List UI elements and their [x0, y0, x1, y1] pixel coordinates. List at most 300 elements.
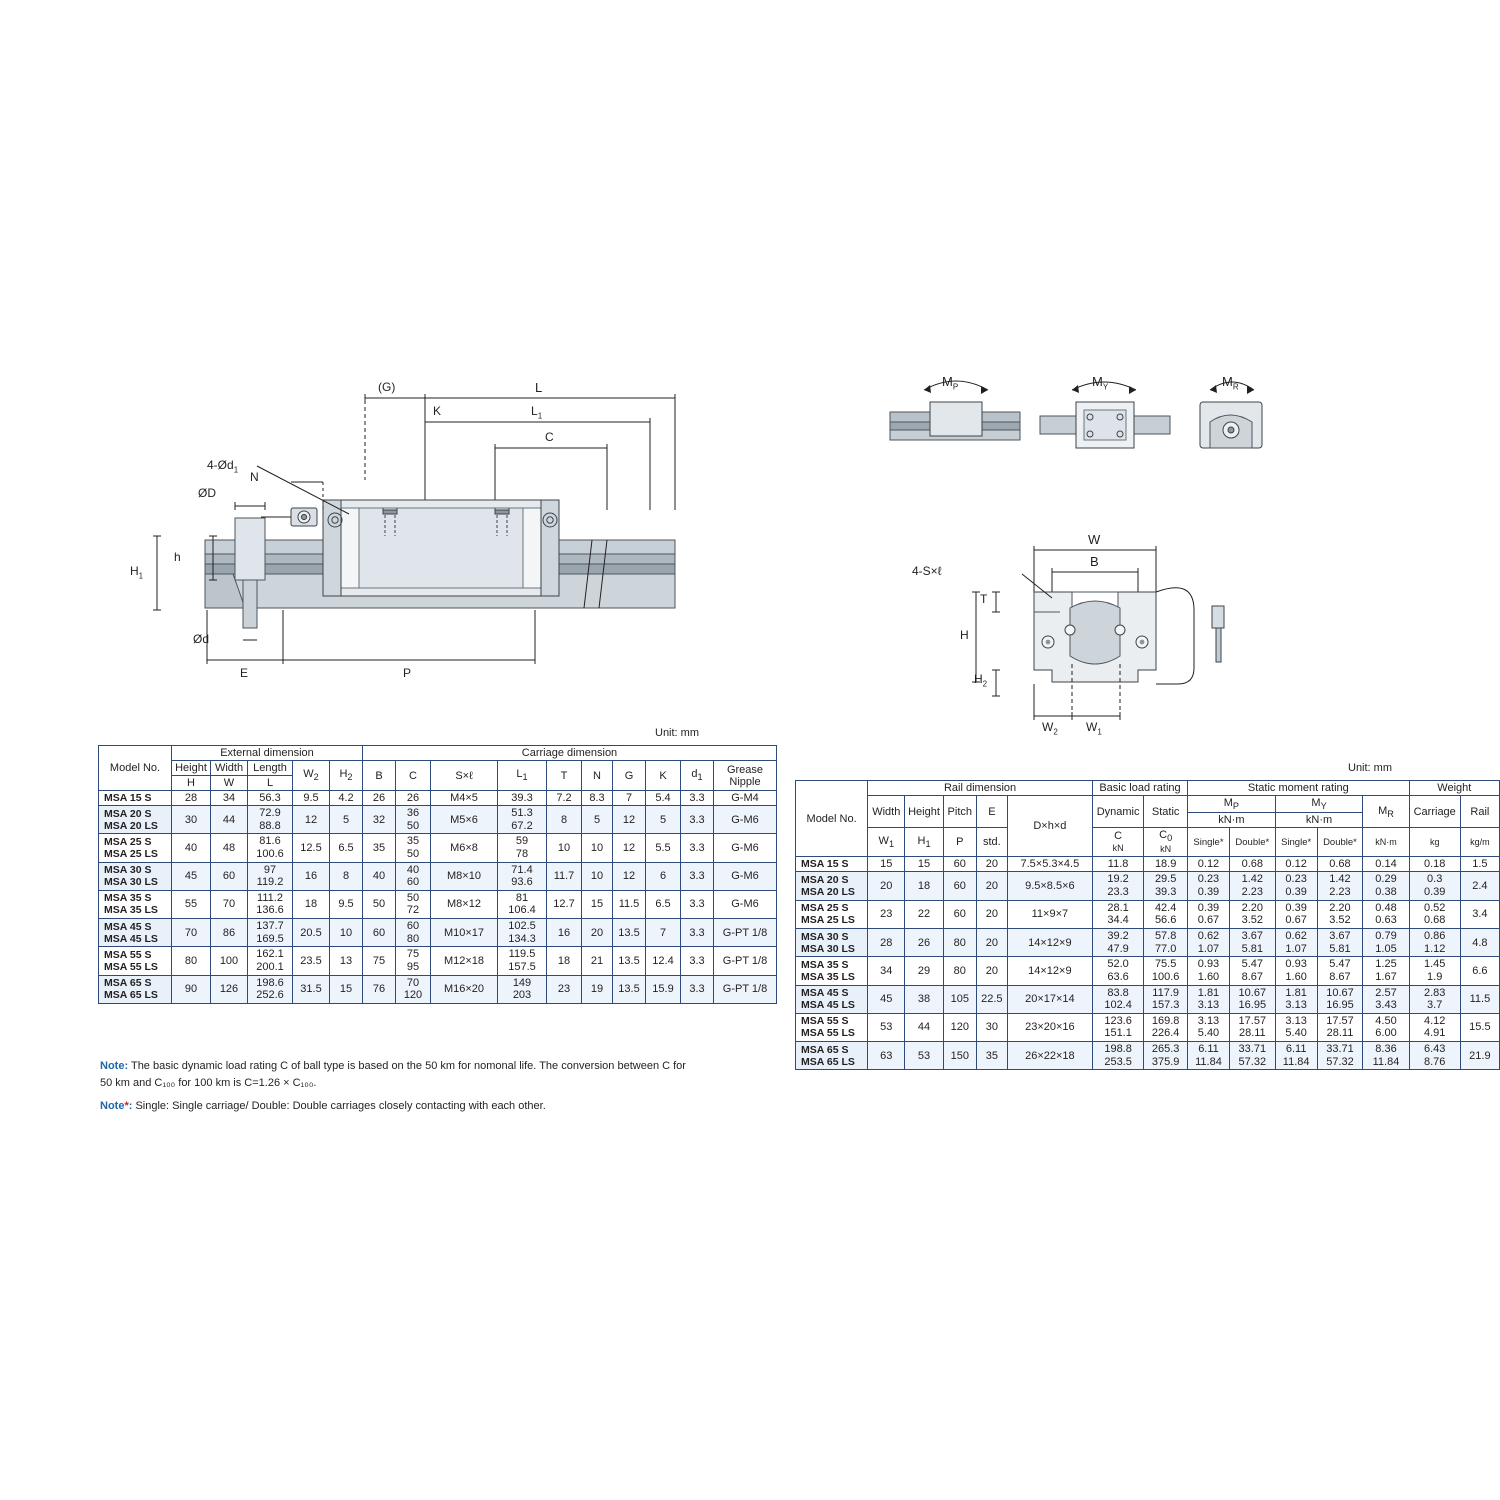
cell-g: 11.5 [613, 890, 646, 918]
cell-model: MSA 15 S [99, 791, 172, 806]
col-weight-carriage: Carriage [1409, 796, 1460, 828]
cell-cstat: 57.8 77.0 [1144, 928, 1188, 956]
table-row [99, 791, 777, 806]
cell-sxl: M4×5 [431, 791, 498, 806]
cell-g: 12 [613, 834, 646, 862]
col-c0-static: Static [1144, 796, 1188, 828]
cell-l: 56.3 [248, 791, 293, 806]
col-n: N [582, 761, 613, 791]
cell-p: 80 [943, 928, 976, 956]
cell-h: 45 [172, 862, 211, 890]
cell-my_double: 5.47 8.67 [1317, 957, 1363, 985]
table-dimension-wrap [98, 745, 777, 1004]
cell-sxl: M12×18 [431, 947, 498, 975]
cell-w1: 28 [868, 928, 905, 956]
cell-t: 23 [547, 975, 582, 1003]
cell-h: 80 [172, 947, 211, 975]
cell-my_double: 10.67 16.95 [1317, 985, 1363, 1013]
cell-w1: 34 [868, 957, 905, 985]
cell-cdyn: 52.0 63.6 [1092, 957, 1143, 985]
table-row [99, 947, 777, 975]
cell-l: 72.9 88.8 [248, 806, 293, 834]
cell-t: 10 [547, 834, 582, 862]
cell-w2: 12 [293, 806, 330, 834]
cell-k: 12.4 [646, 947, 681, 975]
cell-h: 55 [172, 890, 211, 918]
cell-my_double: 2.20 3.52 [1317, 900, 1363, 928]
cell-d1: 3.3 [681, 862, 714, 890]
cell-dhd: 20×17×14 [1007, 985, 1092, 1013]
cell-g: 13.5 [613, 975, 646, 1003]
cell-nipple: G-M6 [714, 890, 777, 918]
cell-my_single: 0.12 [1275, 857, 1317, 872]
cell-mp_double: 2.20 3.52 [1229, 900, 1275, 928]
cell-n: 8.3 [582, 791, 613, 806]
cell-g: 7 [613, 791, 646, 806]
cell-mp_single: 0.12 [1188, 857, 1230, 872]
cell-g: 12 [613, 806, 646, 834]
label-b: B [1090, 554, 1099, 569]
col-wr-unit: kg/m [1460, 828, 1499, 857]
group-basic-load-rating: Basic load rating [1092, 781, 1187, 796]
cell-b: 40 [363, 862, 396, 890]
cell-c: 50 72 [396, 890, 431, 918]
cell-d1: 3.3 [681, 919, 714, 947]
cell-mr: 2.57 3.43 [1363, 985, 1409, 1013]
cell-model: MSA 30 S MSA 30 LS [99, 862, 172, 890]
col-w2: $W_2$ [293, 761, 330, 791]
cell-my_single: 0.39 0.67 [1275, 900, 1317, 928]
note-1 [100, 1058, 700, 1091]
cell-k: 5.5 [646, 834, 681, 862]
cell-mp_double: 33.71 57.32 [1229, 1042, 1275, 1070]
cell-h1: 53 [905, 1042, 943, 1070]
table-row [796, 957, 1500, 985]
col-w1-sub: $W_1$ [868, 828, 905, 857]
cell-k: 5.4 [646, 791, 681, 806]
label-g: (G) [378, 380, 396, 394]
col-d1: $d_1$ [681, 761, 714, 791]
cell-cdyn: 39.2 47.9 [1092, 928, 1143, 956]
cell-model: MSA 65 S MSA 65 LS [796, 1042, 868, 1070]
cell-model: MSA 45 S MSA 45 LS [796, 985, 868, 1013]
col-h2: $H_2$ [330, 761, 363, 791]
cell-h: 70 [172, 919, 211, 947]
cell-w2: 12.5 [293, 834, 330, 862]
cell-wc: 2.83 3.7 [1409, 985, 1460, 1013]
label-4-od1: $4-Ød_1$ [207, 458, 239, 475]
cell-h: 40 [172, 834, 211, 862]
col-h1-sub: $H_1$ [905, 828, 943, 857]
cell-model: MSA 35 S MSA 35 LS [99, 890, 172, 918]
cell-mp_single: 0.39 0.67 [1188, 900, 1230, 928]
cell-mp_single: 0.23 0.39 [1188, 872, 1230, 900]
cell-wr: 11.5 [1460, 985, 1499, 1013]
cell-wc: 6.43 8.76 [1409, 1042, 1460, 1070]
cell-h1: 38 [905, 985, 943, 1013]
cell-c: 26 [396, 791, 431, 806]
col-wc-unit: kg [1409, 828, 1460, 857]
cell-mp_double: 5.47 8.67 [1229, 957, 1275, 985]
cell-d1: 3.3 [681, 947, 714, 975]
cell-e: 20 [976, 957, 1007, 985]
table-load-wrap [795, 780, 1500, 1070]
cell-w1: 23 [868, 900, 905, 928]
cell-mp_single: 1.81 3.13 [1188, 985, 1230, 1013]
cell-h1: 29 [905, 957, 943, 985]
cell-mp_double: 17.57 28.11 [1229, 1013, 1275, 1041]
cell-p: 105 [943, 985, 976, 1013]
cell-c: 60 80 [396, 919, 431, 947]
cell-dhd: 14×12×9 [1007, 928, 1092, 956]
table-row [796, 985, 1500, 1013]
col-dhd: D×h×d [1007, 796, 1092, 857]
cell-h2: 8 [330, 862, 363, 890]
cell-g: 12 [613, 862, 646, 890]
cell-my_single: 3.13 5.40 [1275, 1013, 1317, 1041]
cell-n: 19 [582, 975, 613, 1003]
group-external-dimension: External dimension [172, 746, 363, 761]
cell-h: 28 [172, 791, 211, 806]
col-c0-sub: $C_0$ kN [1144, 828, 1188, 857]
col-g: G [613, 761, 646, 791]
cell-l: 111.2 136.6 [248, 890, 293, 918]
table-dimension [98, 745, 777, 1004]
cell-h1: 44 [905, 1013, 943, 1041]
cell-mp_double: 3.67 5.81 [1229, 928, 1275, 956]
unit-label-right: Unit: mm [1348, 762, 1392, 774]
cell-wr: 15.5 [1460, 1013, 1499, 1041]
cell-l: 137.7 169.5 [248, 919, 293, 947]
cell-w2: 23.5 [293, 947, 330, 975]
table-row [796, 872, 1500, 900]
cell-my_double: 0.68 [1317, 857, 1363, 872]
cell-wc: 0.52 0.68 [1409, 900, 1460, 928]
cell-l1: 71.4 93.6 [498, 862, 547, 890]
label-moment-my: $M_Y$ [1092, 374, 1109, 392]
col-sxl: S×ℓ [431, 761, 498, 791]
cell-n: 10 [582, 834, 613, 862]
cell-t: 16 [547, 919, 582, 947]
cell-e: 30 [976, 1013, 1007, 1041]
cell-cstat: 18.9 [1144, 857, 1188, 872]
table-row [99, 862, 777, 890]
table-load [795, 780, 1500, 1070]
label-h1: $H_1$ [130, 564, 144, 581]
cell-cstat: 42.4 56.6 [1144, 900, 1188, 928]
cell-n: 20 [582, 919, 613, 947]
cell-w1: 63 [868, 1042, 905, 1070]
unit-my: kN·m [1275, 813, 1363, 828]
col-mp-single: Single* [1188, 828, 1230, 857]
cell-cstat: 169.8 226.4 [1144, 1013, 1188, 1041]
label-h2: $H_2$ [974, 672, 988, 689]
label-moment-mp: $M_P$ [942, 374, 959, 392]
cell-sxl: M16×20 [431, 975, 498, 1003]
cell-h2: 13 [330, 947, 363, 975]
col-l: Length [248, 761, 293, 776]
col-l1: $L_1$ [498, 761, 547, 791]
label-h: h [174, 550, 181, 564]
cell-wc: 1.45 1.9 [1409, 957, 1460, 985]
cell-d1: 3.3 [681, 890, 714, 918]
cell-w2: 31.5 [293, 975, 330, 1003]
cell-h2: 9.5 [330, 890, 363, 918]
table-row [99, 834, 777, 862]
cell-w2: 18 [293, 890, 330, 918]
cell-nipple: G-M6 [714, 806, 777, 834]
note-2-label: Note*: [100, 1100, 133, 1112]
cell-k: 7 [646, 919, 681, 947]
cell-e: 20 [976, 900, 1007, 928]
col-p: Pitch [943, 796, 976, 828]
cell-e: 22.5 [976, 985, 1007, 1013]
cell-p: 120 [943, 1013, 976, 1041]
cell-h1: 22 [905, 900, 943, 928]
table-row [796, 928, 1500, 956]
cell-k: 6 [646, 862, 681, 890]
label-od-small: Ød [193, 632, 210, 646]
cell-l1: 59 78 [498, 834, 547, 862]
cell-my_double: 3.67 5.81 [1317, 928, 1363, 956]
unit-mp: kN·m [1188, 813, 1276, 828]
cell-d1: 3.3 [681, 834, 714, 862]
cell-sxl: M8×12 [431, 890, 498, 918]
cell-h2: 4.2 [330, 791, 363, 806]
cell-d1: 3.3 [681, 791, 714, 806]
label-p: P [403, 666, 412, 680]
label-l1: $L_1$ [531, 404, 543, 421]
cell-b: 76 [363, 975, 396, 1003]
table-row [796, 1042, 1500, 1070]
col-weight-rail: Rail [1460, 796, 1499, 828]
note-1-text: The basic dynamic load rating C of ball type is based on the 50 km for nomonal life. The conversion between C for 50 km and C₁₀₀ for 100 km is C=1.26 × C₁₀₀. [100, 1060, 686, 1089]
cell-nipple: G-PT 1/8 [714, 919, 777, 947]
cell-cstat: 29.5 39.3 [1144, 872, 1188, 900]
cell-mr: 4.50 6.00 [1363, 1013, 1409, 1041]
cell-e: 20 [976, 857, 1007, 872]
cell-h: 90 [172, 975, 211, 1003]
cell-w: 100 [211, 947, 248, 975]
label-moment-mr: $M_R$ [1222, 374, 1239, 392]
label-n: N [250, 470, 259, 484]
cell-cstat: 265.3 375.9 [1144, 1042, 1188, 1070]
table-row [99, 975, 777, 1003]
cell-h2: 10 [330, 919, 363, 947]
cell-mp_double: 0.68 [1229, 857, 1275, 872]
cell-t: 18 [547, 947, 582, 975]
cell-w1: 53 [868, 1013, 905, 1041]
col-p-sub: P [943, 828, 976, 857]
cell-e: 20 [976, 872, 1007, 900]
cell-model: MSA 55 S MSA 55 LS [796, 1013, 868, 1041]
cell-k: 5 [646, 806, 681, 834]
cell-sxl: M10×17 [431, 919, 498, 947]
cell-cdyn: 123.6 151.1 [1092, 1013, 1143, 1041]
col-c: C [396, 761, 431, 791]
group-my: $M_Y$ [1275, 796, 1363, 813]
cell-w1: 45 [868, 985, 905, 1013]
cell-d1: 3.3 [681, 975, 714, 1003]
cell-h: 30 [172, 806, 211, 834]
cell-mr: 8.36 11.84 [1363, 1042, 1409, 1070]
cell-my_single: 0.93 1.60 [1275, 957, 1317, 985]
cell-w: 70 [211, 890, 248, 918]
unit-label-left: Unit: mm [655, 727, 699, 739]
cell-mr: 0.14 [1363, 857, 1409, 872]
cell-l1: 149 203 [498, 975, 547, 1003]
cell-w1: 20 [868, 872, 905, 900]
col-w-sub: W [211, 776, 248, 791]
table-load-body [796, 857, 1500, 1070]
cell-w: 44 [211, 806, 248, 834]
label-od: ØD [198, 486, 216, 500]
col-l-sub: L [248, 776, 293, 791]
cell-my_double: 1.42 2.23 [1317, 872, 1363, 900]
col-c-dynamic: Dynamic [1092, 796, 1143, 828]
cell-wr: 3.4 [1460, 900, 1499, 928]
cell-w: 126 [211, 975, 248, 1003]
cell-mr: 0.79 1.05 [1363, 928, 1409, 956]
col-w: Width [211, 761, 248, 776]
cell-dhd: 23×20×16 [1007, 1013, 1092, 1041]
group-weight: Weight [1409, 781, 1499, 796]
label-h: H [960, 628, 969, 642]
cell-dhd: 11×9×7 [1007, 900, 1092, 928]
col-e-sub: std. [976, 828, 1007, 857]
cell-h1: 26 [905, 928, 943, 956]
cell-wr: 1.5 [1460, 857, 1499, 872]
cell-l1: 81 106.4 [498, 890, 547, 918]
group-mp: $M_P$ [1188, 796, 1276, 813]
cell-c: 40 60 [396, 862, 431, 890]
cell-k: 15.9 [646, 975, 681, 1003]
cell-p: 80 [943, 957, 976, 985]
group-carriage-dimension: Carriage dimension [363, 746, 777, 761]
cell-cstat: 117.9 157.3 [1144, 985, 1188, 1013]
cell-b: 50 [363, 890, 396, 918]
note-1-label: Note: [100, 1060, 129, 1072]
cell-l: 198.6 252.6 [248, 975, 293, 1003]
cell-w2: 20.5 [293, 919, 330, 947]
cell-wr: 2.4 [1460, 872, 1499, 900]
cell-c: 70 120 [396, 975, 431, 1003]
cell-nipple: G-PT 1/8 [714, 975, 777, 1003]
cell-d1: 3.3 [681, 806, 714, 834]
cell-w1: 15 [868, 857, 905, 872]
cell-w: 34 [211, 791, 248, 806]
col-model-no: Model No. [99, 746, 172, 791]
cell-mr: 0.48 0.63 [1363, 900, 1409, 928]
cell-mr: 0.29 0.38 [1363, 872, 1409, 900]
table-row [99, 890, 777, 918]
cell-l1: 39.3 [498, 791, 547, 806]
cell-wc: 0.3 0.39 [1409, 872, 1460, 900]
cell-w2: 16 [293, 862, 330, 890]
cell-mp_single: 0.62 1.07 [1188, 928, 1230, 956]
col-my-single: Single* [1275, 828, 1317, 857]
cell-g: 13.5 [613, 919, 646, 947]
col-e: E [976, 796, 1007, 828]
table-row [796, 1013, 1500, 1041]
cell-b: 26 [363, 791, 396, 806]
cell-p: 150 [943, 1042, 976, 1070]
col-c-sub: C kN [1092, 828, 1143, 857]
cell-model: MSA 55 S MSA 55 LS [99, 947, 172, 975]
cell-n: 5 [582, 806, 613, 834]
table-row [99, 806, 777, 834]
cell-model: MSA 65 S MSA 65 LS [99, 975, 172, 1003]
cell-w: 60 [211, 862, 248, 890]
cell-p: 60 [943, 900, 976, 928]
cell-n: 15 [582, 890, 613, 918]
cell-wc: 0.18 [1409, 857, 1460, 872]
figure-cross-section [912, 530, 1280, 750]
cell-my_single: 0.23 0.39 [1275, 872, 1317, 900]
col-h: Height [172, 761, 211, 776]
cell-g: 13.5 [613, 947, 646, 975]
cell-sxl: M8×10 [431, 862, 498, 890]
cell-mp_single: 0.93 1.60 [1188, 957, 1230, 985]
label-t: T [980, 592, 988, 606]
col-mp-double: Double* [1229, 828, 1275, 857]
cell-model: MSA 20 S MSA 20 LS [796, 872, 868, 900]
group-rail-dimension: Rail dimension [868, 781, 1093, 796]
cell-wr: 6.6 [1460, 957, 1499, 985]
cell-w: 86 [211, 919, 248, 947]
cell-mp_double: 10.67 16.95 [1229, 985, 1275, 1013]
cell-model: MSA 45 S MSA 45 LS [99, 919, 172, 947]
cell-model: MSA 15 S [796, 857, 868, 872]
cell-nipple: G-PT 1/8 [714, 947, 777, 975]
cell-p: 60 [943, 857, 976, 872]
note-2-text: Single: Single carriage/ Double: Double carriages closely contacting with each other. [135, 1100, 546, 1112]
col-mr: $M_R$ [1363, 796, 1409, 828]
cell-mr: 1.25 1.67 [1363, 957, 1409, 985]
table-row [99, 919, 777, 947]
cell-cdyn: 198.8 253.5 [1092, 1042, 1143, 1070]
cell-cdyn: 19.2 23.3 [1092, 872, 1143, 900]
col-b: B [363, 761, 396, 791]
cell-my_single: 6.11 11.84 [1275, 1042, 1317, 1070]
cell-my_double: 33.71 57.32 [1317, 1042, 1363, 1070]
figure-moment-diagrams [880, 360, 1300, 490]
cell-h2: 6.5 [330, 834, 363, 862]
cell-l1: 102.5 134.3 [498, 919, 547, 947]
cell-b: 32 [363, 806, 396, 834]
cell-dhd: 14×12×9 [1007, 957, 1092, 985]
figure-side-view [95, 360, 715, 690]
label-c: C [545, 430, 554, 444]
cell-cdyn: 83.8 102.4 [1092, 985, 1143, 1013]
label-k: K [433, 404, 442, 418]
label-w2: $W_2$ [1042, 720, 1058, 737]
cell-dhd: 26×22×18 [1007, 1042, 1092, 1070]
cell-h1: 18 [905, 872, 943, 900]
cell-p: 60 [943, 872, 976, 900]
cell-l1: 119.5 157.5 [498, 947, 547, 975]
cell-c: 75 95 [396, 947, 431, 975]
col-mr-unit: kN·m [1363, 828, 1409, 857]
cell-nipple: G-M6 [714, 862, 777, 890]
table-row [796, 857, 1500, 872]
cell-w: 48 [211, 834, 248, 862]
cell-model: MSA 30 S MSA 30 LS [796, 928, 868, 956]
table-dimension-body [99, 791, 777, 1004]
cell-c: 35 50 [396, 834, 431, 862]
cell-t: 11.7 [547, 862, 582, 890]
label-w1: $W_1$ [1086, 720, 1102, 737]
